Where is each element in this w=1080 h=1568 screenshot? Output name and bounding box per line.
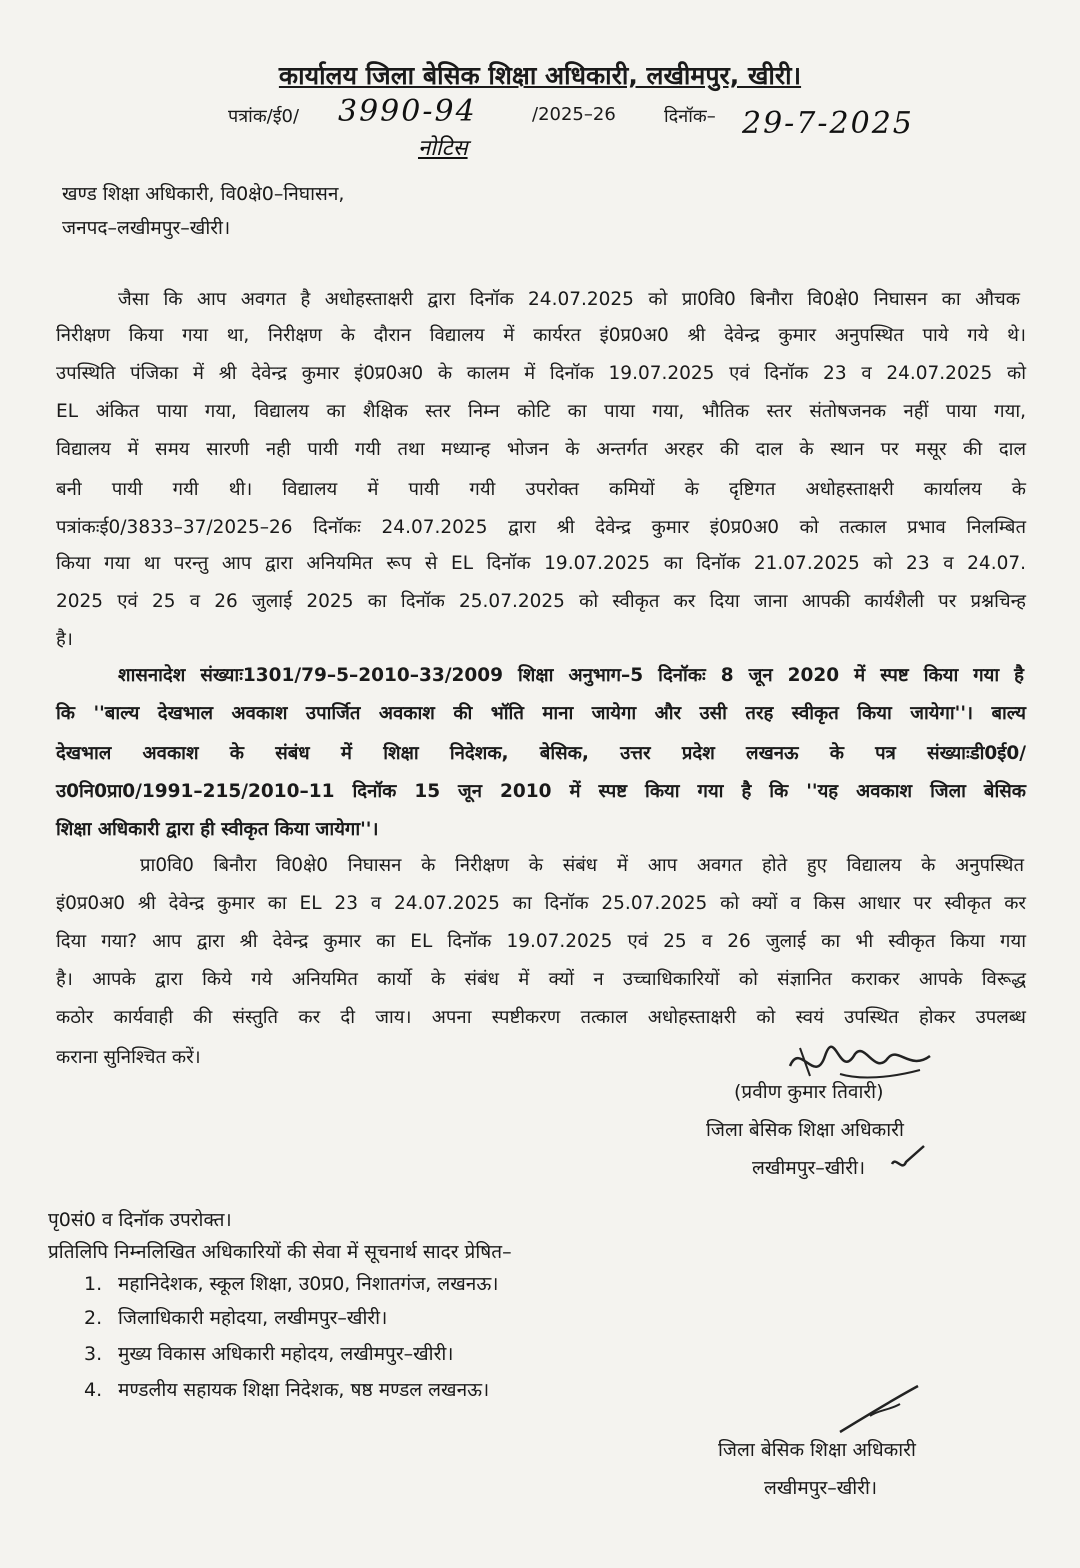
copy-item-number: 4. [84, 1379, 103, 1401]
initial-mark [888, 1142, 928, 1182]
copy-item-number: 2. [84, 1307, 103, 1329]
para3-line: है। आपके द्वारा किये गये अनियमित कार्यो के संबंध में क्यों न उच्चाधिकारियों को संज्ञानित कराकर आपके विरूद्ध [56, 969, 1026, 990]
office-title: कार्यालय जिला बेसिक शिक्षा अधिकारी, लखीमपुर, खीरी। [278, 61, 802, 90]
copy-item-number: 3. [84, 1343, 103, 1365]
copy-item [84, 1270, 498, 1296]
addressee-line-2: जनपद–लखीमपुर–खीरी। [62, 217, 231, 239]
para1-line: है। [56, 629, 73, 650]
ref-prefix: पत्रांक/ई0/ [228, 106, 300, 127]
copy-item-text: महानिदेशक, स्कूल शिक्षा, उ0प्र0, निशातगंज, लखनऊ। [118, 1273, 499, 1295]
para3-line: इं0प्र0अ0 श्री देवेन्द्र कुमार का EL 23 व 24.07.2025 का दिनॉक 25.07.2025 को क्यों व किस आधार पर स्वीकृत कर [56, 893, 1026, 914]
copy-intro: प्रतिलिपि निम्नलिखित अधिकारियों की सेवा में सूचनार्थ सादर प्रेषित– [48, 1241, 512, 1263]
copy-item [84, 1376, 489, 1402]
signature-scribble-2 [830, 1380, 930, 1440]
para1-line: बनी पायी गयी थी। विद्यालय में पायी गयी उपरोक्त कमियों के दृष्टिगत अधोहस्ताक्षरी कार्यालय के [56, 479, 1026, 500]
copy-item-text: जिलाधिकारी महोदया, लखीमपुर–खीरी। [118, 1307, 388, 1329]
para3-line: दिया गया? आप द्वारा श्री देवेन्द्र कुमार का EL दिनॉक 19.07.2025 एवं 25 व 26 जुलाई का भी स्वीकृत किया गया [56, 931, 1026, 952]
para1-line: निरीक्षण किया गया था, निरीक्षण के दौरान विद्यालय में कार्यरत इं0प्र0अ0 श्री देवेन्द्र कुमार अनुपस्थित पाये गये थे। [56, 325, 1026, 346]
para2-line: शिक्षा अधिकारी द्वारा ही स्वीकृत किया जायेगा''। [56, 819, 379, 840]
para1-line: 2025 एवं 25 व 26 जुलाई 2025 का दिनॉक 25.07.2025 को स्वीकृत कर दिया जाना आपकी कार्यशैली पर प्रश्नचिन्ह [56, 591, 1026, 612]
signatory-place-2: लखीमपुर–खीरी। [764, 1477, 878, 1499]
para3-line: कठोर कार्यवाही की संस्तुति कर दी जाय। अपना स्पष्टीकरण तत्काल अधोहस्ताक्षरी को स्वयं उपस्थित होकर उपलब्ध [56, 1007, 1026, 1028]
date-label: दिनॉक– [664, 106, 716, 127]
notice-handwritten: नोटिस [418, 136, 468, 161]
copy-item-text: मुख्य विकास अधिकारी महोदय, लखीमपुर–खीरी। [118, 1343, 454, 1365]
para2-line: शासनादेश संख्याः1301/79–5–2010–33/2009 शिक्षा अनुभाग–5 दिनॉकः 8 जून 2020 में स्पष्ट किया गया है [118, 665, 1024, 686]
para1-line: उपस्थिति पंजिका में श्री देवेन्द्र कुमार इं0प्र0अ0 के कालम में दिनॉक 19.07.2025 एवं दिनॉक 23 व 24.07.2025 को [56, 363, 1026, 384]
signatory-place: लखीमपुर–खीरी। [752, 1157, 866, 1179]
copy-item [84, 1340, 453, 1366]
para2-line: देखभाल अवकाश के संबंध में शिक्षा निदेशक, बेसिक, उत्तर प्रदेश लखनऊ के पत्र संख्याःडी0ई0/ [56, 743, 1026, 764]
signatory-designation-2: जिला बेसिक शिक्षा अधिकारी [718, 1439, 916, 1461]
para2-line: कि ''बाल्य देखभाल अवकाश उपार्जित अवकाश की भॉति माना जायेगा और उसी तरह स्वीकृत किया जायेगा''। बाल्य [56, 703, 1026, 724]
para3-line: कराना सुनिश्चित करें। [56, 1047, 201, 1068]
copy-ref-line: पृ0सं0 व दिनॉक उपरोक्त। [48, 1209, 232, 1231]
para1-line: EL अंकित पाया गया, विद्यालय का शैक्षिक स्तर निम्न कोटि का पाया गया, भौतिक स्तर संतोषजनक नहीं पाया गया, [56, 401, 1026, 422]
copy-item [84, 1304, 387, 1330]
para1-line: पत्रांकःई0/3833–37/2025–26 दिनॉकः 24.07.2025 द्वारा श्री देवेन्द्र कुमार इं0प्र0अ0 को तत्काल प्रभाव निलम्बित [56, 517, 1026, 538]
signatory-designation: जिला बेसिक शिक्षा अधिकारी [706, 1119, 904, 1141]
copy-item-number: 1. [84, 1273, 103, 1295]
para1-line: विद्यालय में समय सारणी नही पायी गयी तथा मध्यान्ह भोजन के अन्तर्गत अरहर की दाल के स्थान पर मसूर की दाल [56, 439, 1026, 460]
para2-line: उ0नि0प्रा0/1991–215/2010–11 दिनॉक 15 जून 2010 में स्पष्ट किया गया है कि ''यह अवकाश जिला बेसिक [56, 781, 1026, 802]
para1-line: किया गया था परन्तु आप द्वारा अनियमित रूप से EL दिनॉक 19.07.2025 का दिनॉक 21.07.2025 को 23 व 24.07. [56, 553, 1026, 574]
date-handwritten: 29-7-2025 [742, 106, 914, 141]
ref-number-handwritten: 3990-94 [338, 94, 477, 129]
para3-line: प्रा0वि0 बिनौरा वि0क्षे0 निघासन के निरीक्षण के संबंध में आप अवगत होते हुए विद्यालय के अनुपस्थित [140, 855, 1024, 876]
addressee-line-1: खण्ड शिक्षा अधिकारी, वि0क्षे0–निघासन, [62, 183, 345, 205]
copy-item-text: मण्डलीय सहायक शिक्षा निदेशक, षष्ठ मण्डल लखनऊ। [118, 1379, 490, 1401]
para1-line: जैसा कि आप अवगत है अधोहस्ताक्षरी द्वारा दिनॉक 24.07.2025 को प्रा0वि0 बिनौरा वि0क्षे0 निघासन का औचक [118, 289, 1020, 310]
ref-year: /2025–26 [532, 104, 616, 125]
signatory-name: (प्रवीण कुमार तिवारी) [734, 1081, 884, 1103]
